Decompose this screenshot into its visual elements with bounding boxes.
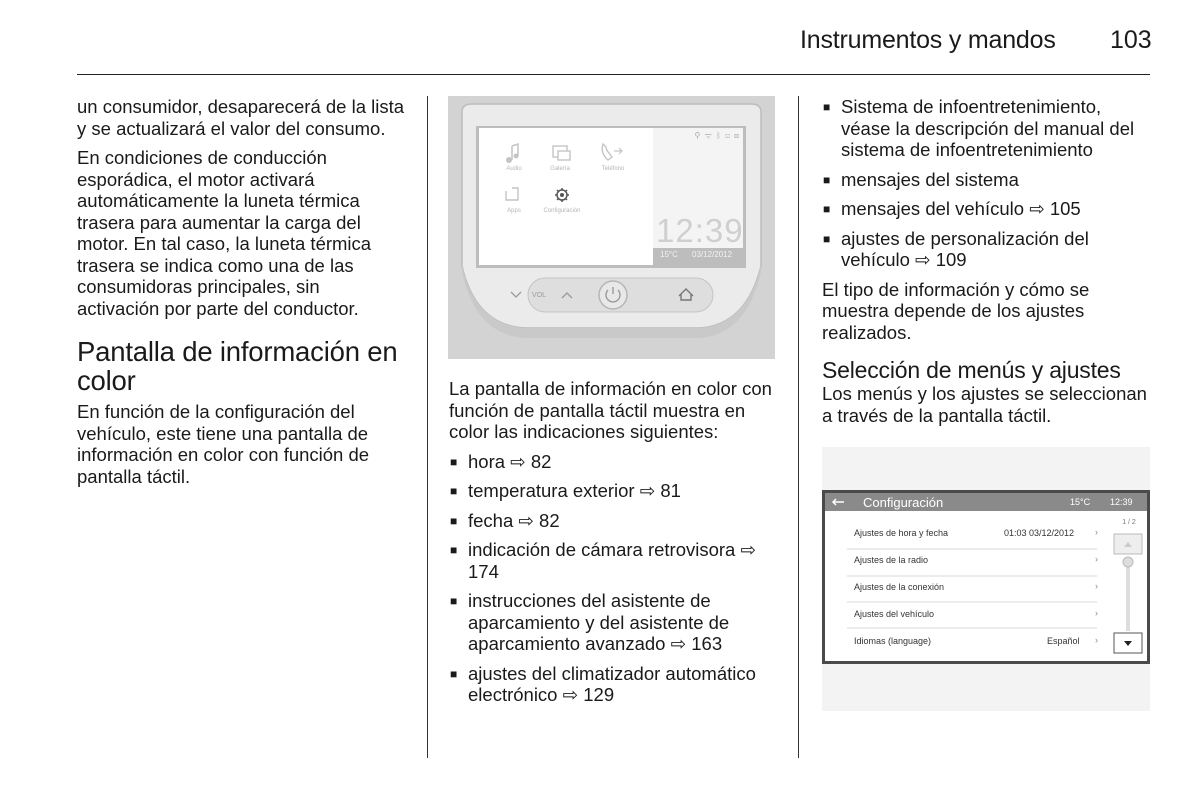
list-item: ■ ajustes del climatizador automático electrónico ⇨ 129 bbox=[449, 663, 779, 706]
running-header-title: Instrumentos y mandos bbox=[800, 26, 1056, 54]
paragraph: Los menús y los ajustes se seleccionan a través de la pantalla táctil. bbox=[822, 383, 1147, 426]
column-divider bbox=[427, 96, 428, 758]
indications-list bbox=[449, 451, 779, 706]
chevron-right-icon: › bbox=[1095, 635, 1098, 645]
clock-display: 12:39 bbox=[656, 212, 744, 249]
configuration-menu-figure bbox=[822, 447, 1150, 711]
column-divider bbox=[798, 96, 799, 758]
menu-row-label: Idiomas (language) bbox=[854, 636, 932, 646]
app-label-apps: Apps bbox=[507, 208, 521, 214]
display-unit-figure bbox=[448, 96, 775, 359]
column-3 bbox=[822, 96, 1152, 434]
menu-row-value: 01:03 03/12/2012 bbox=[1004, 528, 1075, 538]
list-item: ■ hora ⇨ 82 bbox=[449, 451, 779, 473]
menu-row-radio[interactable] bbox=[854, 555, 1098, 571]
subsection-heading: Selección de menús y ajustes bbox=[822, 357, 1121, 383]
menu-row-value: Español bbox=[1047, 636, 1080, 646]
menu-row-language[interactable] bbox=[854, 636, 1098, 652]
menu-title: Configuración bbox=[863, 495, 944, 510]
list-item: ■ Sistema de infoentretenimiento, véase la descripción del manual del sistema de infoentretenimiento bbox=[822, 96, 1152, 161]
volume-label: VOL bbox=[532, 292, 547, 299]
app-label-telefono: Teléfono bbox=[601, 166, 625, 172]
app-label-configuracion: Configuración bbox=[543, 208, 581, 214]
column-1 bbox=[77, 96, 407, 495]
column-2 bbox=[449, 378, 779, 714]
list-item: ■ mensajes del sistema bbox=[822, 169, 1152, 191]
paragraph: La pantalla de información en color con función de pantalla táctil muestra en color las indicaciones siguientes: bbox=[449, 378, 772, 442]
menu-page-indicator: 1 / 2 bbox=[1122, 519, 1136, 526]
menu-row-vehicle[interactable] bbox=[854, 609, 1098, 625]
temperature-display: 15°C bbox=[660, 250, 678, 259]
status-icons: ⚲ ᯤ ᛒ ⊡ ⊠ bbox=[694, 131, 740, 140]
paragraph: En función de la configuración del vehículo, este tiene una pantalla de información en color con función de pantalla táctil. bbox=[77, 401, 370, 487]
menu-row-connection[interactable] bbox=[854, 582, 1098, 598]
app-label-audio: Audio bbox=[506, 166, 522, 172]
chevron-right-icon: › bbox=[1095, 527, 1098, 537]
page-number: 103 bbox=[1110, 26, 1152, 54]
list-item: ■ mensajes del vehículo ⇨ 105 bbox=[822, 198, 1152, 220]
chevron-right-icon: › bbox=[1095, 608, 1098, 618]
list-item: ■ ajustes de personalización del vehículo ⇨ 109 bbox=[822, 228, 1152, 271]
chevron-right-icon: › bbox=[1095, 581, 1098, 591]
date-display: 03/12/2012 bbox=[692, 250, 733, 259]
paragraph: En condiciones de conducción esporádica, el motor activará automáticamente la luneta térmica trasera para aumentar la carga del motor. En tal caso, la luneta térmica trasera se indica como una de las consumidoras principales, sin activación por parte del conductor. bbox=[77, 147, 372, 319]
header-rule bbox=[77, 74, 1150, 75]
menu-row-label: Ajustes de la conexión bbox=[854, 582, 945, 592]
menu-row-label: Ajustes del vehículo bbox=[854, 609, 935, 619]
list-item: ■ temperatura exterior ⇨ 81 bbox=[449, 480, 779, 502]
paragraph: El tipo de información y cómo se muestra depende de los ajustes realizados. bbox=[822, 278, 1090, 343]
list-item: ■ indicación de cámara retrovisora ⇨ 174 bbox=[449, 539, 779, 582]
menu-row-time-date[interactable] bbox=[854, 528, 1098, 544]
menu-row-label: Ajustes de la radio bbox=[854, 555, 929, 565]
display-info-list bbox=[822, 96, 1152, 271]
paragraph: un consumidor, desaparecerá de la lista y se actualizará el valor del consumo. bbox=[77, 96, 405, 139]
chevron-right-icon: › bbox=[1095, 554, 1098, 564]
app-label-galeria: Galería bbox=[550, 166, 570, 172]
menu-time: 12:39 bbox=[1110, 497, 1133, 507]
menu-row-label: Ajustes de hora y fecha bbox=[854, 528, 949, 538]
list-item: ■ instrucciones del asistente de aparcamiento y del asistente de aparcamiento avanzado ⇨ 163 bbox=[449, 590, 779, 655]
section-heading: Pantalla de información en color bbox=[77, 336, 398, 396]
list-item: ■ fecha ⇨ 82 bbox=[449, 510, 779, 532]
menu-temperature: 15°C bbox=[1070, 497, 1091, 507]
